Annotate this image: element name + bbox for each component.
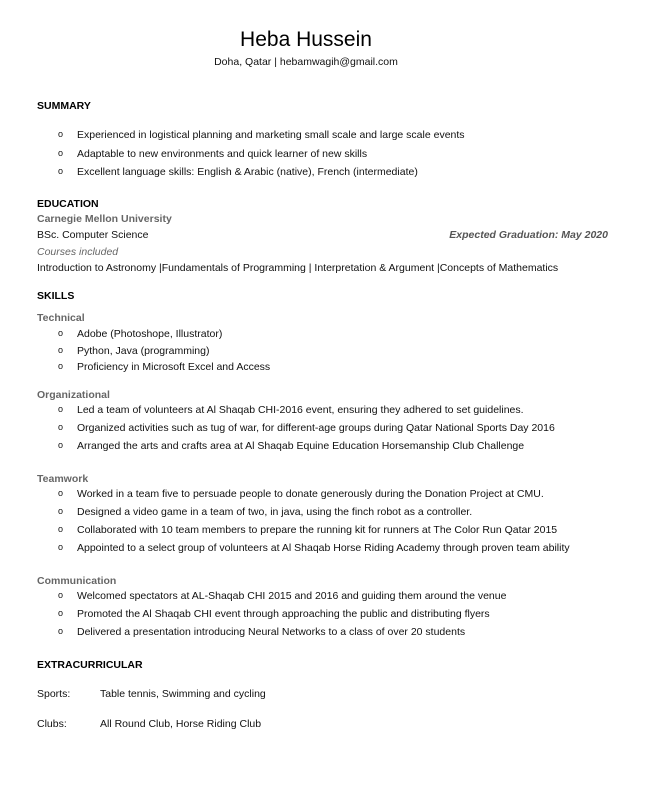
clubs-value: All Round Club, Horse Riding Club — [100, 718, 262, 730]
courses-list: Introduction to Astronomy |Fundamentals of Programming | Interpretation & Argument |Concepts of Mathematics — [37, 262, 559, 274]
skill-item: Adobe (Photoshope, Illustrator) — [77, 328, 223, 340]
bullet-icon: o — [58, 361, 64, 371]
summary-item: Adaptable to new environments and quick learner of new skills — [77, 148, 368, 160]
bullet-icon: o — [58, 148, 64, 158]
summary-item: Excellent language skills: English & Arabic (native), French (intermediate) — [77, 166, 418, 178]
skill-item: Organized activities such as tug of war, for different-age groups during Qatar National Sports Day 2016 — [77, 422, 555, 434]
bullet-icon: o — [58, 129, 64, 139]
skill-item: Delivered a presentation introducing Neural Networks to a class of over 20 students — [77, 626, 466, 638]
skills-teamwork-label: Teamwork — [37, 473, 89, 485]
courses-label: Courses included — [37, 246, 119, 258]
bullet-icon: o — [58, 506, 64, 516]
summary-heading: SUMMARY — [37, 100, 91, 112]
bullet-icon: o — [58, 488, 64, 498]
bullet-icon: o — [58, 626, 64, 636]
skill-item: Led a team of volunteers at Al Shaqab CHI-2016 event, ensuring they adhered to set guidelines. — [77, 404, 524, 416]
skills-heading: SKILLS — [37, 290, 75, 302]
skill-item: Proficiency in Microsoft Excel and Access — [77, 361, 271, 373]
bullet-icon: o — [58, 608, 64, 618]
clubs-label: Clubs: — [37, 718, 67, 730]
skill-item: Promoted the Al Shaqab CHI event through approaching the public and distributing flyers — [77, 608, 490, 620]
bullet-icon: o — [58, 542, 64, 552]
bullet-icon: o — [58, 590, 64, 600]
summary-item: Experienced in logistical planning and marketing small scale and large scale events — [77, 129, 465, 141]
sports-value: Table tennis, Swimming and cycling — [100, 688, 266, 700]
bullet-icon: o — [58, 440, 64, 450]
resume-name: Heba Hussein — [240, 28, 372, 51]
skill-item: Worked in a team five to persuade people to donate generously during the Donation Project at CMU. — [77, 488, 544, 500]
education-heading: EDUCATION — [37, 198, 99, 210]
bullet-icon: o — [58, 422, 64, 432]
skill-item: Designed a video game in a team of two, in java, using the finch robot as a controller. — [77, 506, 473, 518]
university-name: Carnegie Mellon University — [37, 213, 172, 225]
extracurricular-heading: EXTRACURRICULAR — [37, 659, 143, 671]
skill-item: Arranged the arts and crafts area at Al Shaqab Equine Education Horsemanship Club Challenge — [77, 440, 525, 452]
bullet-icon: o — [58, 166, 64, 176]
graduation-date: Expected Graduation: May 2020 — [449, 229, 608, 241]
bullet-icon: o — [58, 345, 64, 355]
bullet-icon: o — [58, 404, 64, 414]
bullet-icon: o — [58, 524, 64, 534]
skills-communication-label: Communication — [37, 575, 117, 587]
contact-info: Doha, Qatar | hebamwagih@gmail.com — [214, 56, 398, 68]
skills-technical-label: Technical — [37, 312, 85, 324]
skill-item: Appointed to a select group of volunteers at Al Shaqab Horse Riding Academy through proven team ability — [77, 542, 570, 554]
sports-label: Sports: — [37, 688, 71, 700]
skill-item: Python, Java (programming) — [77, 345, 210, 357]
bullet-icon: o — [58, 328, 64, 338]
skill-item: Welcomed spectators at AL-Shaqab CHI 2015 and 2016 and guiding them around the venue — [77, 590, 507, 602]
skill-item: Collaborated with 10 team members to prepare the running kit for runners at The Color Run Qatar 2015 — [77, 524, 558, 536]
degree: BSc. Computer Science — [37, 229, 149, 241]
skills-organizational-label: Organizational — [37, 389, 110, 401]
